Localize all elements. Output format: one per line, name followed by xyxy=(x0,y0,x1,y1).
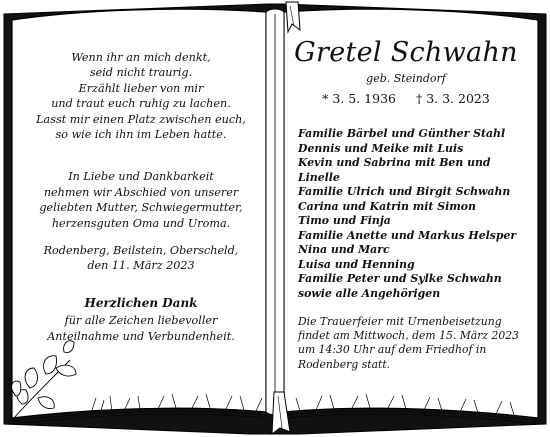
place-line: Rodenberg, Beilstein, Oberscheld, xyxy=(43,244,239,258)
thanks-text xyxy=(22,313,260,344)
life-dates xyxy=(288,91,524,107)
birth-name: geb. Steindorf xyxy=(366,72,446,85)
service-line: findet am Mittwoch, dem 15. März 2023 xyxy=(298,329,519,343)
announcement-line: geliebten Mutter, Schwiegermutter, xyxy=(39,201,243,215)
mourner-line: Nina und Marc xyxy=(298,243,390,256)
poem-line: und traut euch ruhig zu lachen. xyxy=(51,97,231,111)
mourner-line: Kevin und Sabrina mit Ben und Linelle xyxy=(298,156,491,184)
mourner-line: Familie Ulrich und Birgit Schwahn xyxy=(298,185,511,198)
poem-line: so wie ich ihn im Leben hatte. xyxy=(55,128,227,142)
announcement xyxy=(22,169,260,231)
left-page-text xyxy=(22,50,260,344)
date-line: den 11. März 2023 xyxy=(87,259,195,273)
announcement-line: herzensguten Oma und Uroma. xyxy=(51,216,231,230)
poem-line: seid nicht traurig. xyxy=(89,66,193,80)
announcement-line: In Liebe und Dankbarkeit xyxy=(68,170,214,184)
service-line: um 14:30 Uhr auf dem Friedhof in xyxy=(298,343,487,357)
service-line: Rodenberg statt. xyxy=(298,357,391,371)
mourner-line: Dennis und Meike mit Luis xyxy=(298,141,464,155)
announcement-line: nehmen wir Abschied von unserer xyxy=(43,185,239,199)
service-line: Die Trauerfeier mit Urnenbeisetzung xyxy=(298,315,502,328)
mourners-list xyxy=(288,127,524,301)
deceased-name: Gretel Schwahn xyxy=(294,37,518,68)
mourner-line: Carina und Katrin mit Simon xyxy=(298,199,476,213)
poem-line: Lasst mir einen Platz zwischen euch, xyxy=(36,112,246,126)
poem-line: Wenn ihr an mich denkt, xyxy=(71,51,211,64)
service-info xyxy=(288,315,524,372)
mourner-line: Familie Bärbel und Günther Stahl xyxy=(298,127,506,140)
thanks-line: für alle Zeichen liebevoller xyxy=(64,314,218,328)
mourner-line: Timo und Finja xyxy=(298,214,391,227)
thanks-title: Herzlichen Dank xyxy=(84,295,198,310)
mourner-line: Familie Peter und Sylke Schwahn xyxy=(298,272,502,285)
thanks-line: Anteilnahme und Verbundenheit. xyxy=(47,329,235,343)
mourner-line: Familie Anette und Markus Helsper xyxy=(298,228,517,242)
death-date: † 3. 3. 2023 xyxy=(415,91,490,106)
poem xyxy=(22,50,260,142)
mourner-line: Luisa und Henning xyxy=(298,257,415,271)
poem-line: Erzählt lieber von mir xyxy=(78,81,204,95)
birth-date: * 3. 5. 1936 xyxy=(322,91,396,106)
place-date xyxy=(22,243,260,274)
right-page-text xyxy=(288,38,524,372)
mourner-line: sowie alle Angehörigen xyxy=(298,286,441,300)
